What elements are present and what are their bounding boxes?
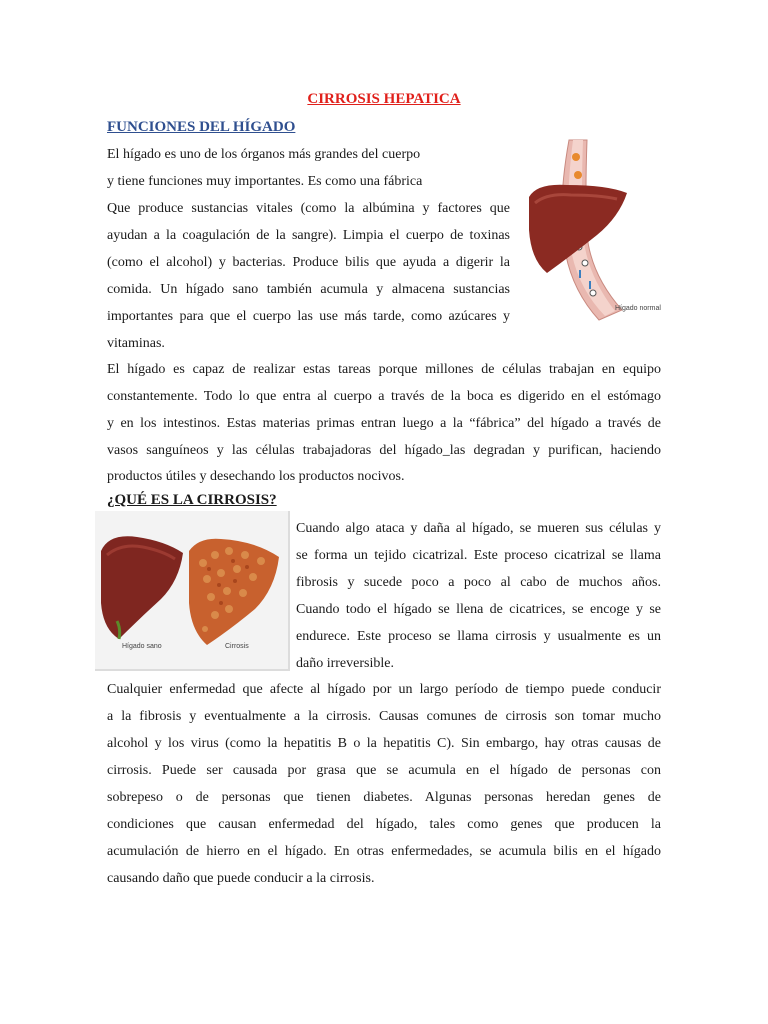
paragraph-line: El hígado es uno de los órganos más grandes del cuerpo [107, 147, 421, 162]
paragraph-line: Cuando algo ataca y daña al hígado, se mueren sus células y [296, 521, 661, 536]
paragraph-line: y en los intestinos. Estas materias primas entran luego a la “fábrica” del hígado a través de [107, 416, 661, 431]
paragraph-line: productos útiles y desechando los productos nocivos. [107, 469, 405, 484]
paragraph-line: constantemente. Todo lo que entra al cuerpo a través de la boca es digerido en el estómago [107, 389, 661, 404]
paragraph-line: vitaminas. [107, 336, 165, 351]
paragraph-line: (como el alcohol) y bacterias. Produce bilis que ayuda a digerir la [107, 255, 510, 270]
paragraph-line: cirrosis. Puede ser causada por grasa que se acumula en el hígado de personas con [107, 763, 661, 778]
paragraph-line: Que produce sustancias vitales (como la albúmina y factores que [107, 201, 510, 216]
paragraph-line: endurece. Este proceso se llama cirrosis y usualmente es un [296, 629, 661, 644]
section-heading-cirrosis: ¿QUÉ ES LA CIRROSIS? [107, 492, 277, 508]
paragraph-line: causando daño que puede conducir a la cirrosis. [107, 871, 375, 886]
paragraph-line: se forma un tejido cicatrizal. Este proceso cicatrizal se llama [296, 548, 661, 563]
paragraph-line: y tiene funciones muy importantes. Es como una fábrica [107, 174, 423, 189]
paragraph-line: alcohol y los virus (como la hepatitis B o la hepatitis C). Sin embargo, hay otras causas de [107, 736, 661, 751]
paragraph-line: daño irreversible. [296, 656, 394, 671]
paragraph-line: Cualquier enfermedad que afecte al hígado por un largo período de tiempo puede conducir [107, 682, 661, 697]
healthy-liver-caption: Hígado sano [122, 643, 162, 650]
paragraph-line: Cuando todo el hígado se llena de cicatrices, se encoge y se [296, 602, 661, 617]
paragraph-line: fibrosis y sucede poco a poco al cabo de muchos años. [296, 575, 661, 590]
paragraph-line: comida. Un hígado sano también acumula y almacena sustancias [107, 282, 510, 297]
paragraph-line: ayudan a la coagulación de la sangre). Limpia el cuerpo de toxinas [107, 228, 510, 243]
paragraph-line: condiciones que causan enfermedad del hígado, tales como genes que producen la [107, 817, 661, 832]
paragraph-line: sobrepeso o de personas que tienen diabetes. Algunas personas heredan genes de [107, 790, 661, 805]
section-heading-funciones: FUNCIONES DEL HÍGADO [107, 119, 296, 135]
document-title: CIRROSIS HEPATICA [307, 91, 461, 107]
cirrhosis-caption: Cirrosis [225, 643, 249, 650]
paragraph-line: a la fibrosis y eventualmente a la cirrosis. Causas comunes de cirrosis son tomar mucho [107, 709, 661, 724]
paragraph-line: vasos sanguíneos y las células trabajadoras del hígado_las degradan y purifican, haciendo [107, 443, 661, 458]
paragraph-line: importantes para que el cuerpo las use más tarde, como azúcares y [107, 309, 510, 324]
liver-normal-caption: Hígado normal [615, 305, 661, 312]
liver-normal-figure [527, 135, 662, 325]
paragraph-line: El hígado es capaz de realizar estas tareas porque millones de células trabajan en equipo [107, 362, 661, 377]
liver-comparison-figure [95, 511, 290, 671]
liver-normal-illustration [527, 135, 662, 325]
paragraph-line: acumulación de hierro en el hígado. En otras enfermedades, se acumula bilis en el hígado [107, 844, 661, 859]
